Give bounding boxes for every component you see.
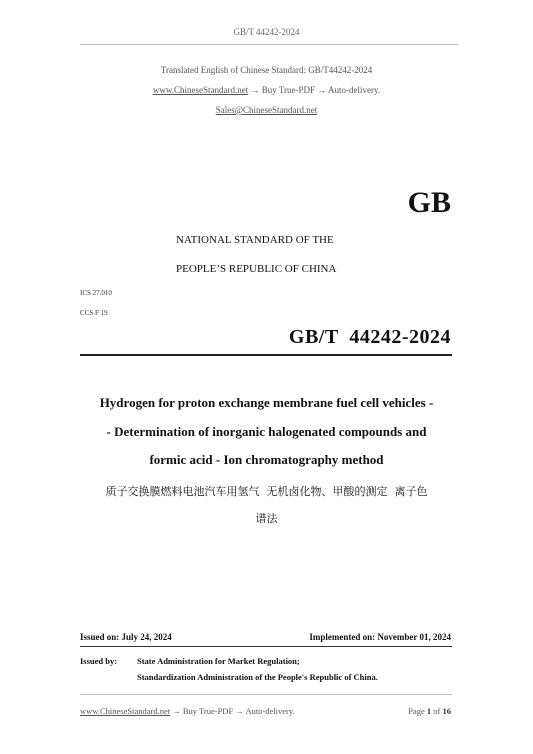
english-title-line-1: Hydrogen for proton exchange membrane fuel cell vehicles - — [99, 395, 434, 410]
national-standard-line: NATIONAL STANDARD OF THE — [176, 234, 334, 246]
footer-site-link[interactable]: www.ChineseStandard.net — [80, 706, 171, 716]
footer-purchase-line — [80, 706, 295, 716]
ics-code: ICS 27.010 — [80, 289, 112, 297]
running-header: GB/T 44242-2024 — [233, 27, 300, 37]
translation-notice: Translated English of Chinese Standard: GB/T44242-2024 — [160, 65, 373, 75]
buy-text: → Buy True-PDF → Auto-delivery. — [250, 85, 381, 95]
implemented-on-date: Implemented on: November 01, 2024 — [309, 632, 451, 642]
ccs-code: CCS F 19 — [80, 309, 108, 317]
header-rule — [80, 44, 458, 45]
republic-line: PEOPLE’S REPUBLIC OF CHINA — [176, 263, 337, 275]
issuer-line-2: Standardization Administration of the People's Republic of China. — [137, 672, 378, 682]
purchase-line — [0, 85, 533, 95]
footer-buy-text: → Buy True-PDF → Auto-delivery. — [172, 706, 295, 716]
chinese-title-line-1: 质子交换膜燃料电池汽车用氢气 无机卤化物、甲酸的测定 离子色 — [105, 485, 428, 498]
issuer-line-1: State Administration for Market Regulation; — [137, 656, 300, 666]
page-label: Page — [408, 706, 425, 716]
sales-line — [0, 105, 533, 115]
page-current: 1 — [426, 706, 432, 716]
page-total: 16 — [442, 706, 451, 716]
page-indicator — [408, 706, 451, 716]
chinese-title-line-2: 谱法 — [255, 512, 278, 525]
page-of: of — [433, 706, 441, 716]
standard-number — [289, 326, 451, 349]
gb-logo: GB — [407, 186, 451, 219]
issued-by-label: Issued by: — [80, 656, 118, 666]
english-title-line-3: formic acid - Ion chromatography method — [149, 452, 384, 467]
standard-number-text: GB/T 44242-2024 — [288, 326, 451, 348]
standard-number-rule — [80, 354, 452, 356]
english-title-line-2: - Determination of inorganic halogenated compounds and — [106, 424, 427, 439]
sales-email-link[interactable]: Sales@ChineseStandard.net — [215, 105, 318, 115]
site-link[interactable]: www.ChineseStandard.net — [152, 85, 249, 95]
footer-rule — [80, 694, 452, 695]
dates-rule — [80, 646, 452, 647]
issued-on-date: Issued on: July 24, 2024 — [80, 632, 172, 642]
